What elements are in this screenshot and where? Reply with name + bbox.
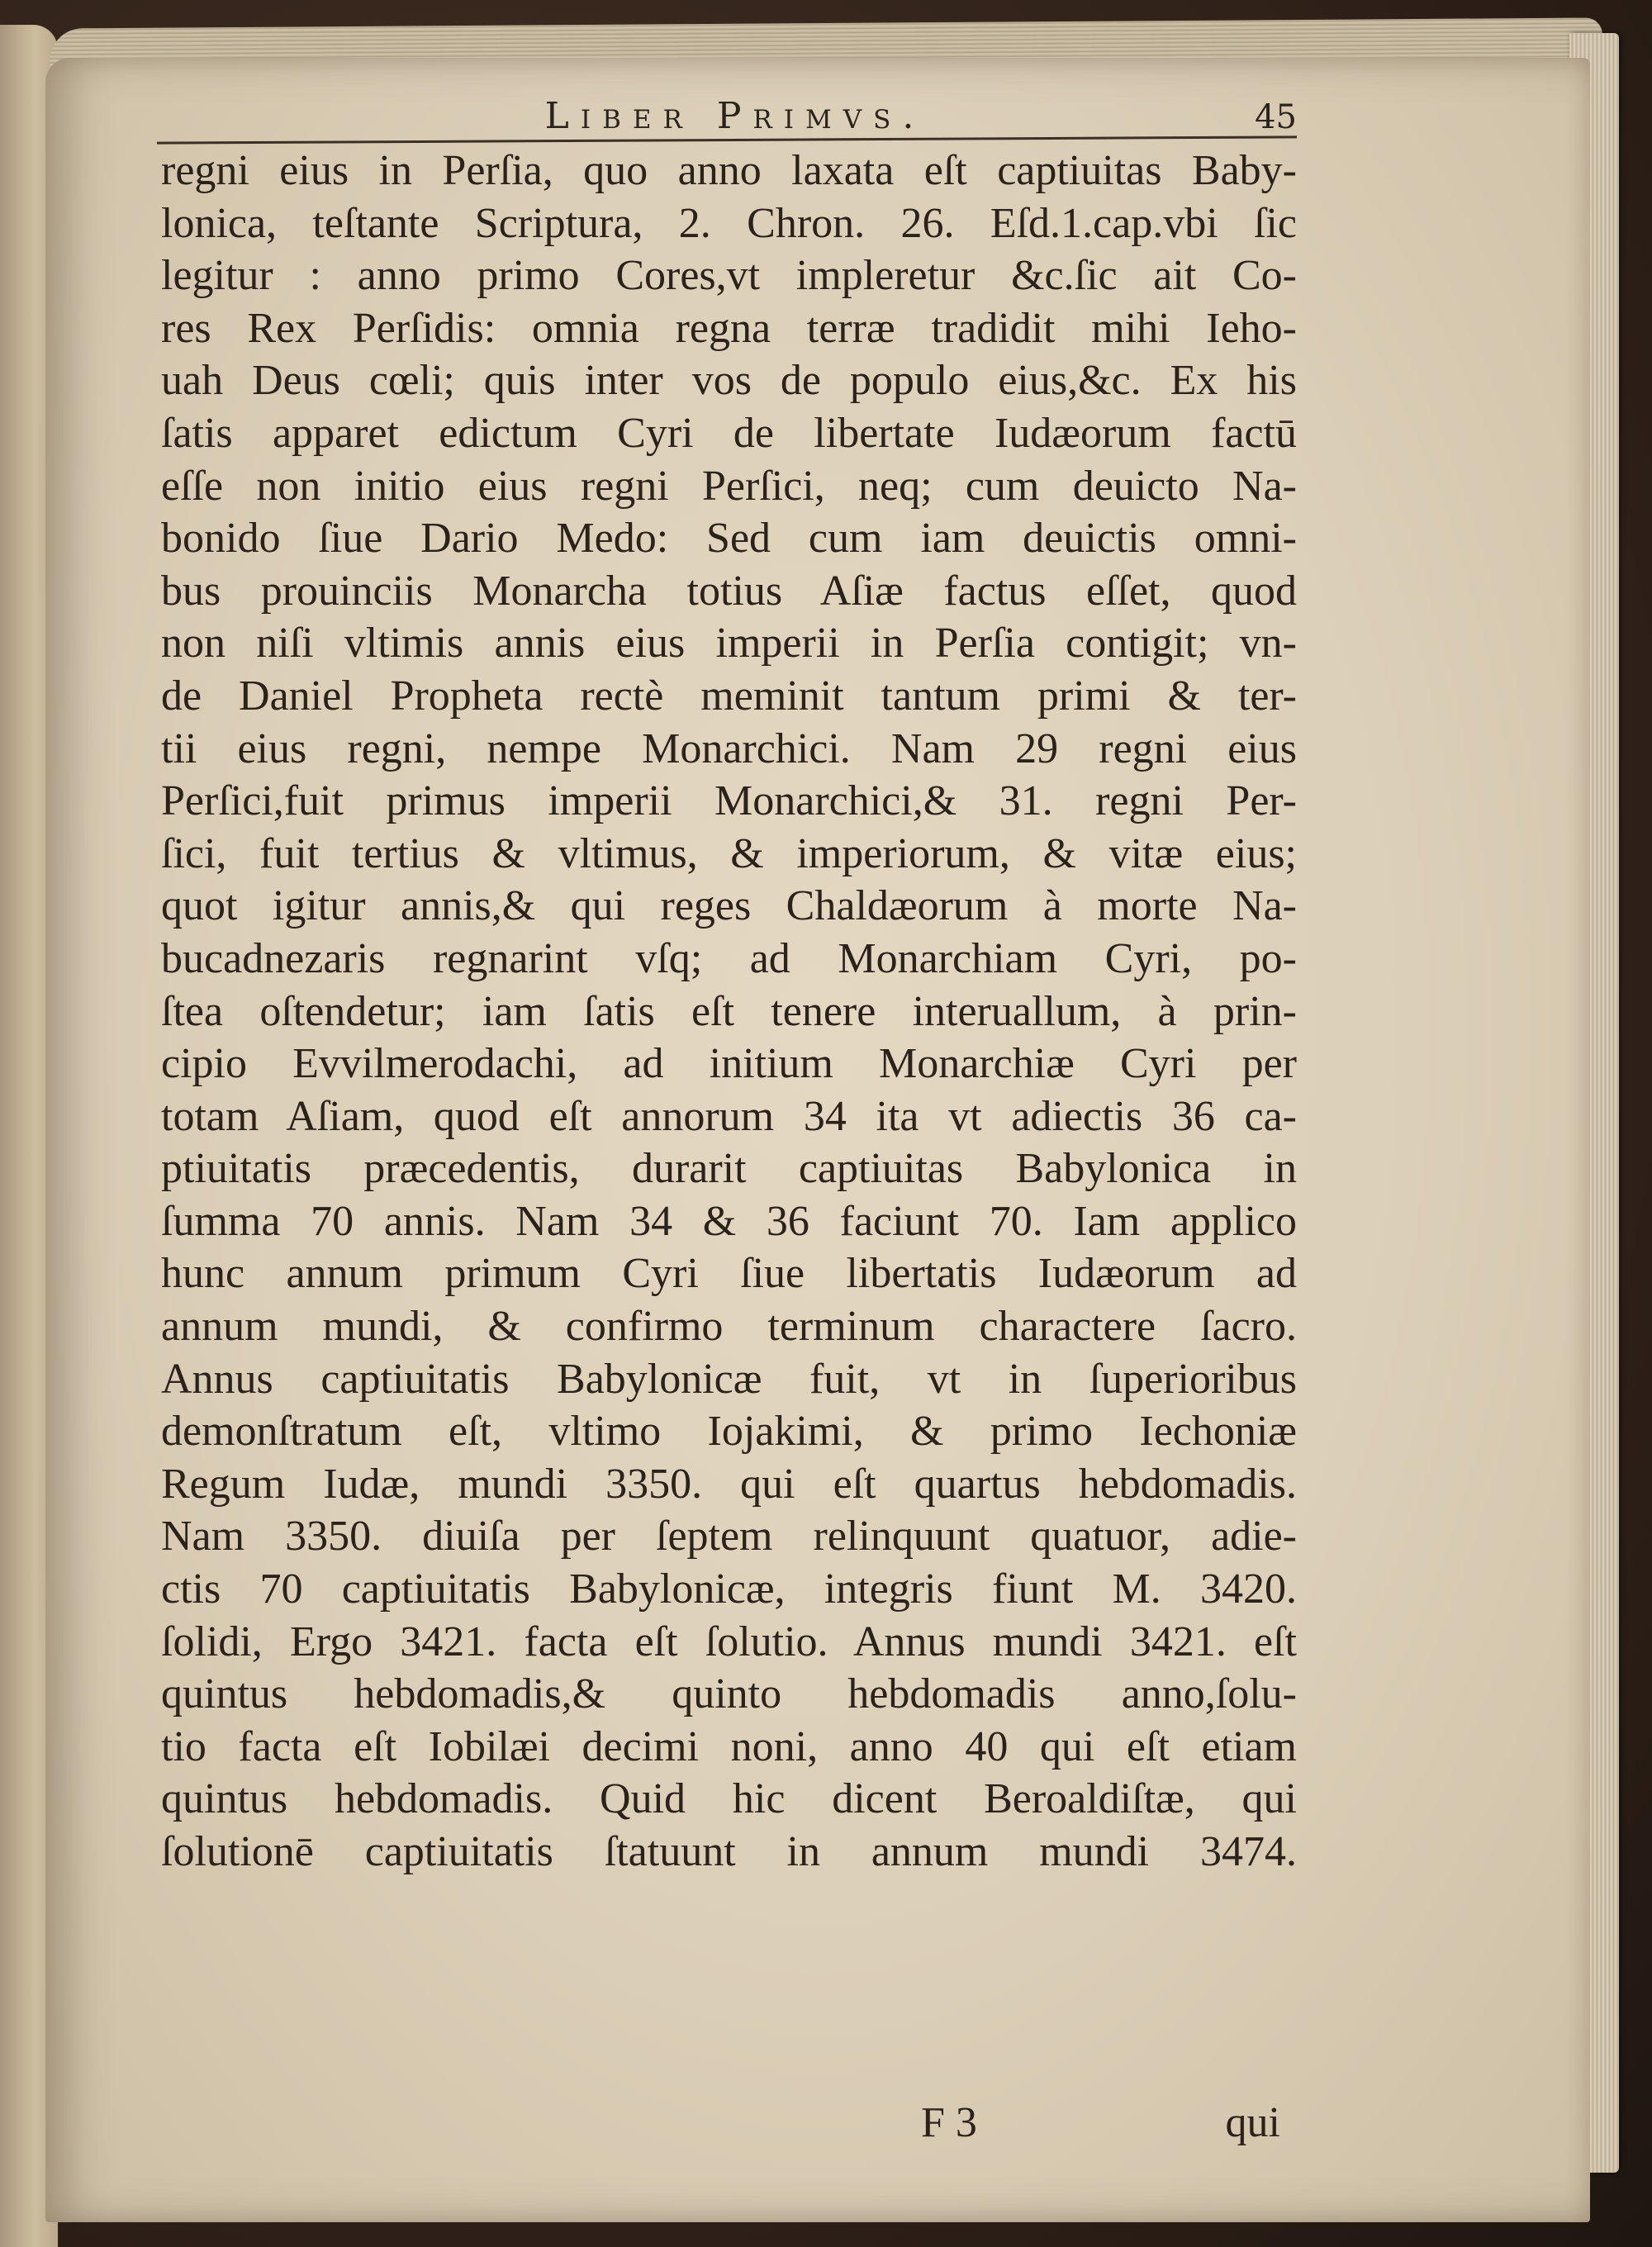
- text-line: cipio Evvilmerodachi, ad initium Monarchiæ Cyri per: [161, 1040, 1297, 1088]
- text-line: ptiuitatis præcedentis, durarit captiuitas Babylonica in: [161, 1145, 1297, 1193]
- text-line: de Daniel Propheta rectè meminit tantum primi & ter-: [161, 672, 1297, 720]
- text-line: totam Aſiam, quod eſt annorum 34 ita vt adiectis 36 ca-: [161, 1092, 1297, 1140]
- text-line: ſici, fuit tertius & vltimus, & imperiorum, & vitæ eius;: [161, 829, 1297, 877]
- text-line: tii eius regni, nempe Monarchici. Nam 29 regni eius: [161, 724, 1297, 772]
- text-line: regni eius in Perſia, quo anno laxata eſt captiuitas Baby-: [161, 147, 1297, 194]
- text-line: Regum Iudæ, mundi 3350. qui eſt quartus hebdomadis.: [161, 1460, 1297, 1508]
- text-line: Nam 3350. diuiſa per ſeptem relinquunt quatuor, adie-: [161, 1513, 1297, 1561]
- text-line: ctis 70 captiuitatis Babylonicæ, integris fiunt M. 3420.: [161, 1565, 1297, 1613]
- text-line: quot igitur annis,& qui reges Chaldæorum à morte Na-: [161, 882, 1297, 930]
- text-line: annum mundi, & confirmo terminum charactere ſacro.: [161, 1303, 1297, 1351]
- text-line: non niſi vltimis annis eius imperii in Perſia contigit; vn-: [161, 620, 1297, 667]
- text-line: hunc annum primum Cyri ſiue libertatis Iudæorum ad: [161, 1250, 1297, 1298]
- text-line: demonſtratum eſt, vltimo Iojakimi, & primo Iechoniæ: [161, 1408, 1297, 1456]
- text-line: uah Deus cœli; quis inter vos de populo eius,&c. Ex his: [161, 357, 1297, 405]
- text-line: tio facta eſt Iobilæi decimi noni, anno 40 qui eſt etiam: [161, 1722, 1297, 1770]
- signature-mark: F 3: [921, 2099, 977, 2146]
- text-line: quintus hebdomadis. Quid hic dicent Beroaldiſtæ, qui: [161, 1775, 1297, 1823]
- text-line: bonido ſiue Dario Medo: Sed cum iam deuictis omni-: [161, 515, 1297, 563]
- running-title: Liber Primvs.: [544, 95, 926, 137]
- text-line: Perſici,fuit primus imperii Monarchici,& 31. regni Per-: [161, 777, 1297, 825]
- page-number: 45: [1255, 98, 1297, 136]
- text-line: legitur : anno primo Cores,vt impleretur &c.ſic ait Co-: [161, 252, 1297, 300]
- body-text: [161, 145, 1297, 1879]
- catchword: qui: [1225, 2099, 1280, 2146]
- text-line: ſumma 70 annis. Nam 34 & 36 faciunt 70. Iam applico: [161, 1197, 1297, 1245]
- text-line: res Rex Perſidis: omnia regna terræ tradidit mihi Ieho-: [161, 304, 1297, 352]
- text-line: ſolutionē captiuitatis ſtatuunt in annum mundi 3474.: [161, 1828, 1297, 1875]
- text-line: bucadnezaris regnarint vſq; ad Monarchiam Cyri, po-: [161, 934, 1297, 982]
- text-line: eſſe non initio eius regni Perſici, neq; cum deuicto Na-: [161, 462, 1297, 510]
- text-line: Annus captiuitatis Babylonicæ fuit, vt in ſuperioribus: [161, 1355, 1297, 1403]
- text-line: lonica, teſtante Scriptura, 2. Chron. 26. Eſd.1.cap.vbi ſic: [161, 199, 1297, 247]
- text-line: ſatis apparet edictum Cyri de libertate Iudæorum factū: [161, 409, 1297, 457]
- text-line: ſtea oſtendetur; iam ſatis eſt tenere interuallum, à prin-: [161, 987, 1297, 1035]
- text-line: quintus hebdomadis,& quinto hebdomadis anno,ſolu-: [161, 1670, 1297, 1718]
- text-line: bus prouinciis Monarcha totius Aſiæ factus eſſet, quod: [161, 567, 1297, 615]
- text-line: ſolidi, Ergo 3421. facta eſt ſolutio. Annus mundi 3421. eſt: [161, 1618, 1297, 1665]
